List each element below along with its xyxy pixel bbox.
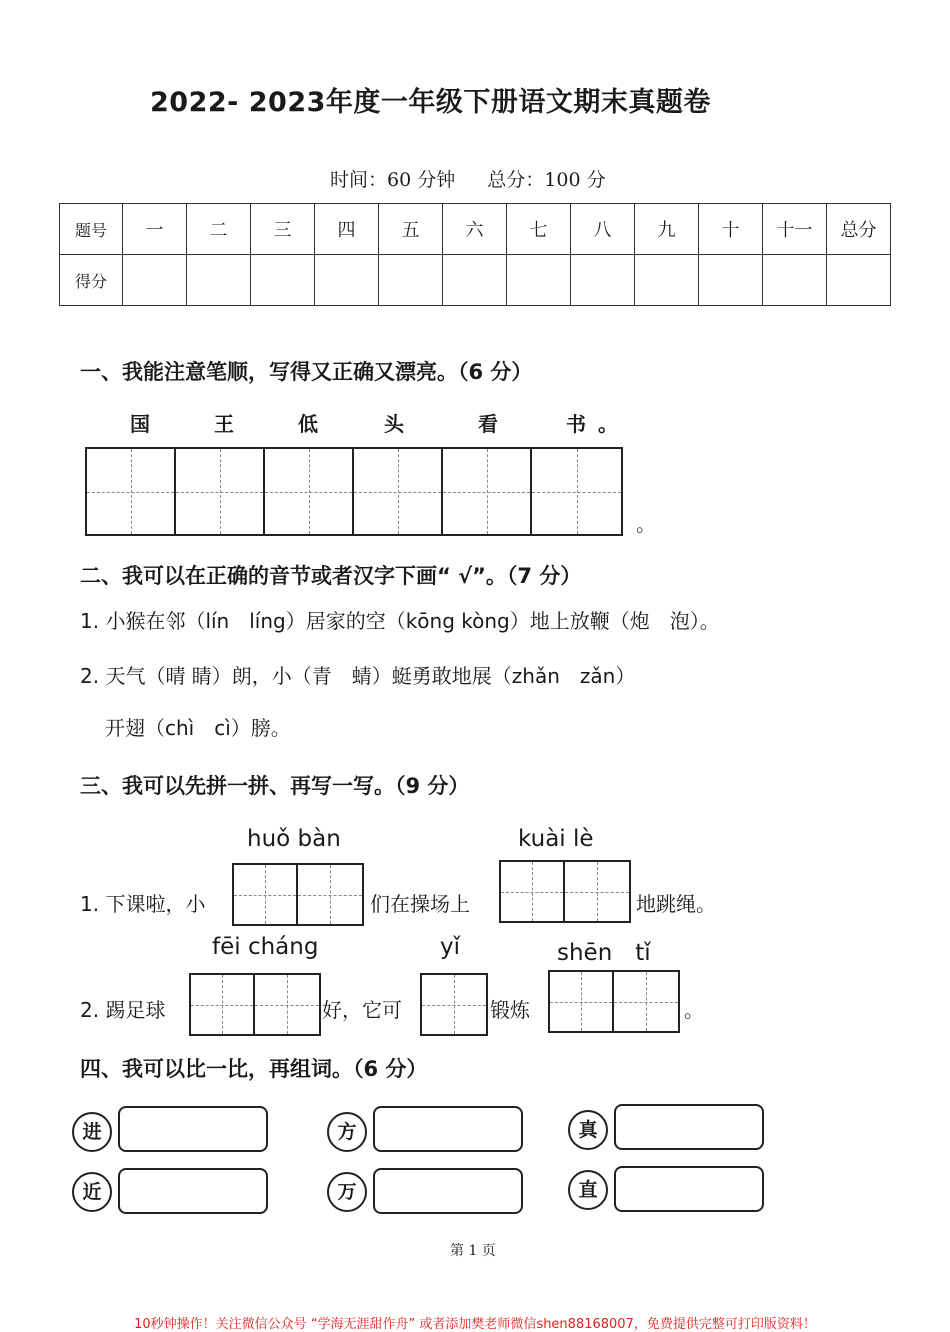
compare-char-jin: 进	[72, 1112, 112, 1152]
writing-cell[interactable]	[614, 972, 678, 1031]
section3-q1-middle: 们在操场上	[370, 892, 470, 916]
score-table-score-row	[60, 255, 891, 306]
writing-cell[interactable]	[443, 449, 532, 534]
section2-question-2b: 开翅（chì cì）膀。	[105, 716, 291, 740]
section1-writing-grid[interactable]	[85, 447, 623, 536]
section3-q1-prefix: 1. 下课啦，小	[80, 892, 206, 916]
score-cell	[379, 255, 443, 306]
score-col-1: 一	[123, 204, 187, 255]
section4-heading: 四、我可以比一比，再组词。（6 分）	[80, 1057, 428, 1081]
writing-cell[interactable]	[550, 972, 614, 1031]
section3-q2-prefix: 2. 踢足球	[80, 998, 166, 1022]
hint-char-4: 头	[384, 412, 404, 436]
score-col-9: 九	[635, 204, 699, 255]
word-box[interactable]	[614, 1104, 764, 1150]
hint-char-1: 国	[130, 412, 150, 436]
score-col-2: 二	[187, 204, 251, 255]
word-box[interactable]	[118, 1106, 268, 1152]
page-number: 第 1 页	[450, 1243, 496, 1259]
compare-char-zhen: 真	[568, 1110, 608, 1150]
compare-char-jin2: 近	[72, 1172, 112, 1212]
writing-cell[interactable]	[191, 975, 255, 1034]
score-table-header-label: 题号	[60, 204, 123, 255]
footer-promo: 10秒钟操作！关注微信公众号 “学海无涯甜作舟” 或者添加樊老师微信shen88168007，免费提供完整可打印版资料！	[134, 1317, 816, 1332]
compare-char-fang: 方	[327, 1112, 367, 1152]
section2-question-1: 1. 小猴在邻（lín líng）居家的空（kōng kòng）地上放鞭（炮 泡）。	[80, 609, 720, 633]
score-cell	[315, 255, 379, 306]
score-cell	[443, 255, 507, 306]
score-table	[59, 203, 891, 306]
writing-cell[interactable]	[255, 975, 319, 1034]
hint-char-7: 。	[598, 412, 618, 436]
section2-heading: 二、我可以在正确的音节或者汉字下画“ √”。（7 分）	[80, 564, 582, 588]
writing-cell[interactable]	[532, 449, 621, 534]
score-col-11: 十一	[763, 204, 827, 255]
grid-huoban[interactable]	[232, 863, 364, 926]
exam-meta	[330, 165, 632, 192]
score-cell	[699, 255, 763, 306]
score-col-10: 十	[699, 204, 763, 255]
exam-time: 时间：60 分钟	[330, 169, 456, 191]
pinyin-shenti: shēn tǐ	[557, 940, 651, 966]
writing-cell[interactable]	[354, 449, 443, 534]
score-cell	[187, 255, 251, 306]
section3-q2-middle1: 好，它可	[322, 998, 402, 1022]
exam-total: 总分：100 分	[487, 169, 606, 191]
score-col-7: 七	[507, 204, 571, 255]
score-cell	[251, 255, 315, 306]
grid-kuaile[interactable]	[499, 860, 631, 923]
grid-feichang[interactable]	[189, 973, 321, 1036]
score-cell	[763, 255, 827, 306]
writing-cell[interactable]	[298, 865, 362, 924]
compare-char-wan: 万	[327, 1172, 367, 1212]
score-cell	[571, 255, 635, 306]
score-col-6: 六	[443, 204, 507, 255]
score-cell	[827, 255, 891, 306]
section1-heading: 一、我能注意笔顺，写得又正确又漂亮。（6 分）	[80, 360, 533, 384]
writing-cell[interactable]	[565, 862, 629, 921]
score-table-row-label: 得分	[60, 255, 123, 306]
page-title: 2022- 2023年度一年级下册语文期末真题卷	[150, 87, 711, 118]
hint-char-3: 低	[298, 412, 318, 436]
score-col-8: 八	[571, 204, 635, 255]
pinyin-huoban: huǒ bàn	[247, 826, 341, 852]
section1-end-mark: 。	[636, 512, 656, 536]
section3-heading: 三、我可以先拼一拼、再写一写。（9 分）	[80, 774, 470, 798]
word-box[interactable]	[614, 1166, 764, 1212]
score-col-5: 五	[379, 204, 443, 255]
compare-char-zhi: 直	[568, 1170, 608, 1210]
section3-q2-middle2: 锻炼	[490, 998, 530, 1022]
word-box[interactable]	[373, 1106, 523, 1152]
hint-char-6: 书	[566, 412, 586, 436]
writing-cell[interactable]	[422, 975, 486, 1034]
writing-cell[interactable]	[176, 449, 265, 534]
score-cell	[507, 255, 571, 306]
writing-cell[interactable]	[501, 862, 565, 921]
word-box[interactable]	[373, 1168, 523, 1214]
writing-cell[interactable]	[87, 449, 176, 534]
grid-shenti[interactable]	[548, 970, 680, 1033]
hint-char-5: 看	[478, 412, 498, 436]
score-cell	[123, 255, 187, 306]
grid-yi[interactable]	[420, 973, 488, 1036]
score-cell	[635, 255, 699, 306]
score-col-4: 四	[315, 204, 379, 255]
hint-char-2: 王	[214, 412, 234, 436]
word-box[interactable]	[118, 1168, 268, 1214]
section2-question-2a: 2. 天气（晴 睛）朗，小（青 蜻）蜓勇敢地展（zhǎn zǎn）	[80, 664, 636, 688]
pinyin-feichang: fēi cháng	[212, 934, 319, 960]
section3-q2-suffix: 。	[684, 998, 704, 1022]
score-col-total: 总分	[827, 204, 891, 255]
pinyin-kuaile: kuài lè	[518, 826, 594, 852]
section3-q1-suffix: 地跳绳。	[636, 892, 716, 916]
score-table-header-row	[60, 204, 891, 255]
score-col-3: 三	[251, 204, 315, 255]
writing-cell[interactable]	[234, 865, 298, 924]
writing-cell[interactable]	[265, 449, 354, 534]
pinyin-yi: yǐ	[440, 934, 461, 960]
